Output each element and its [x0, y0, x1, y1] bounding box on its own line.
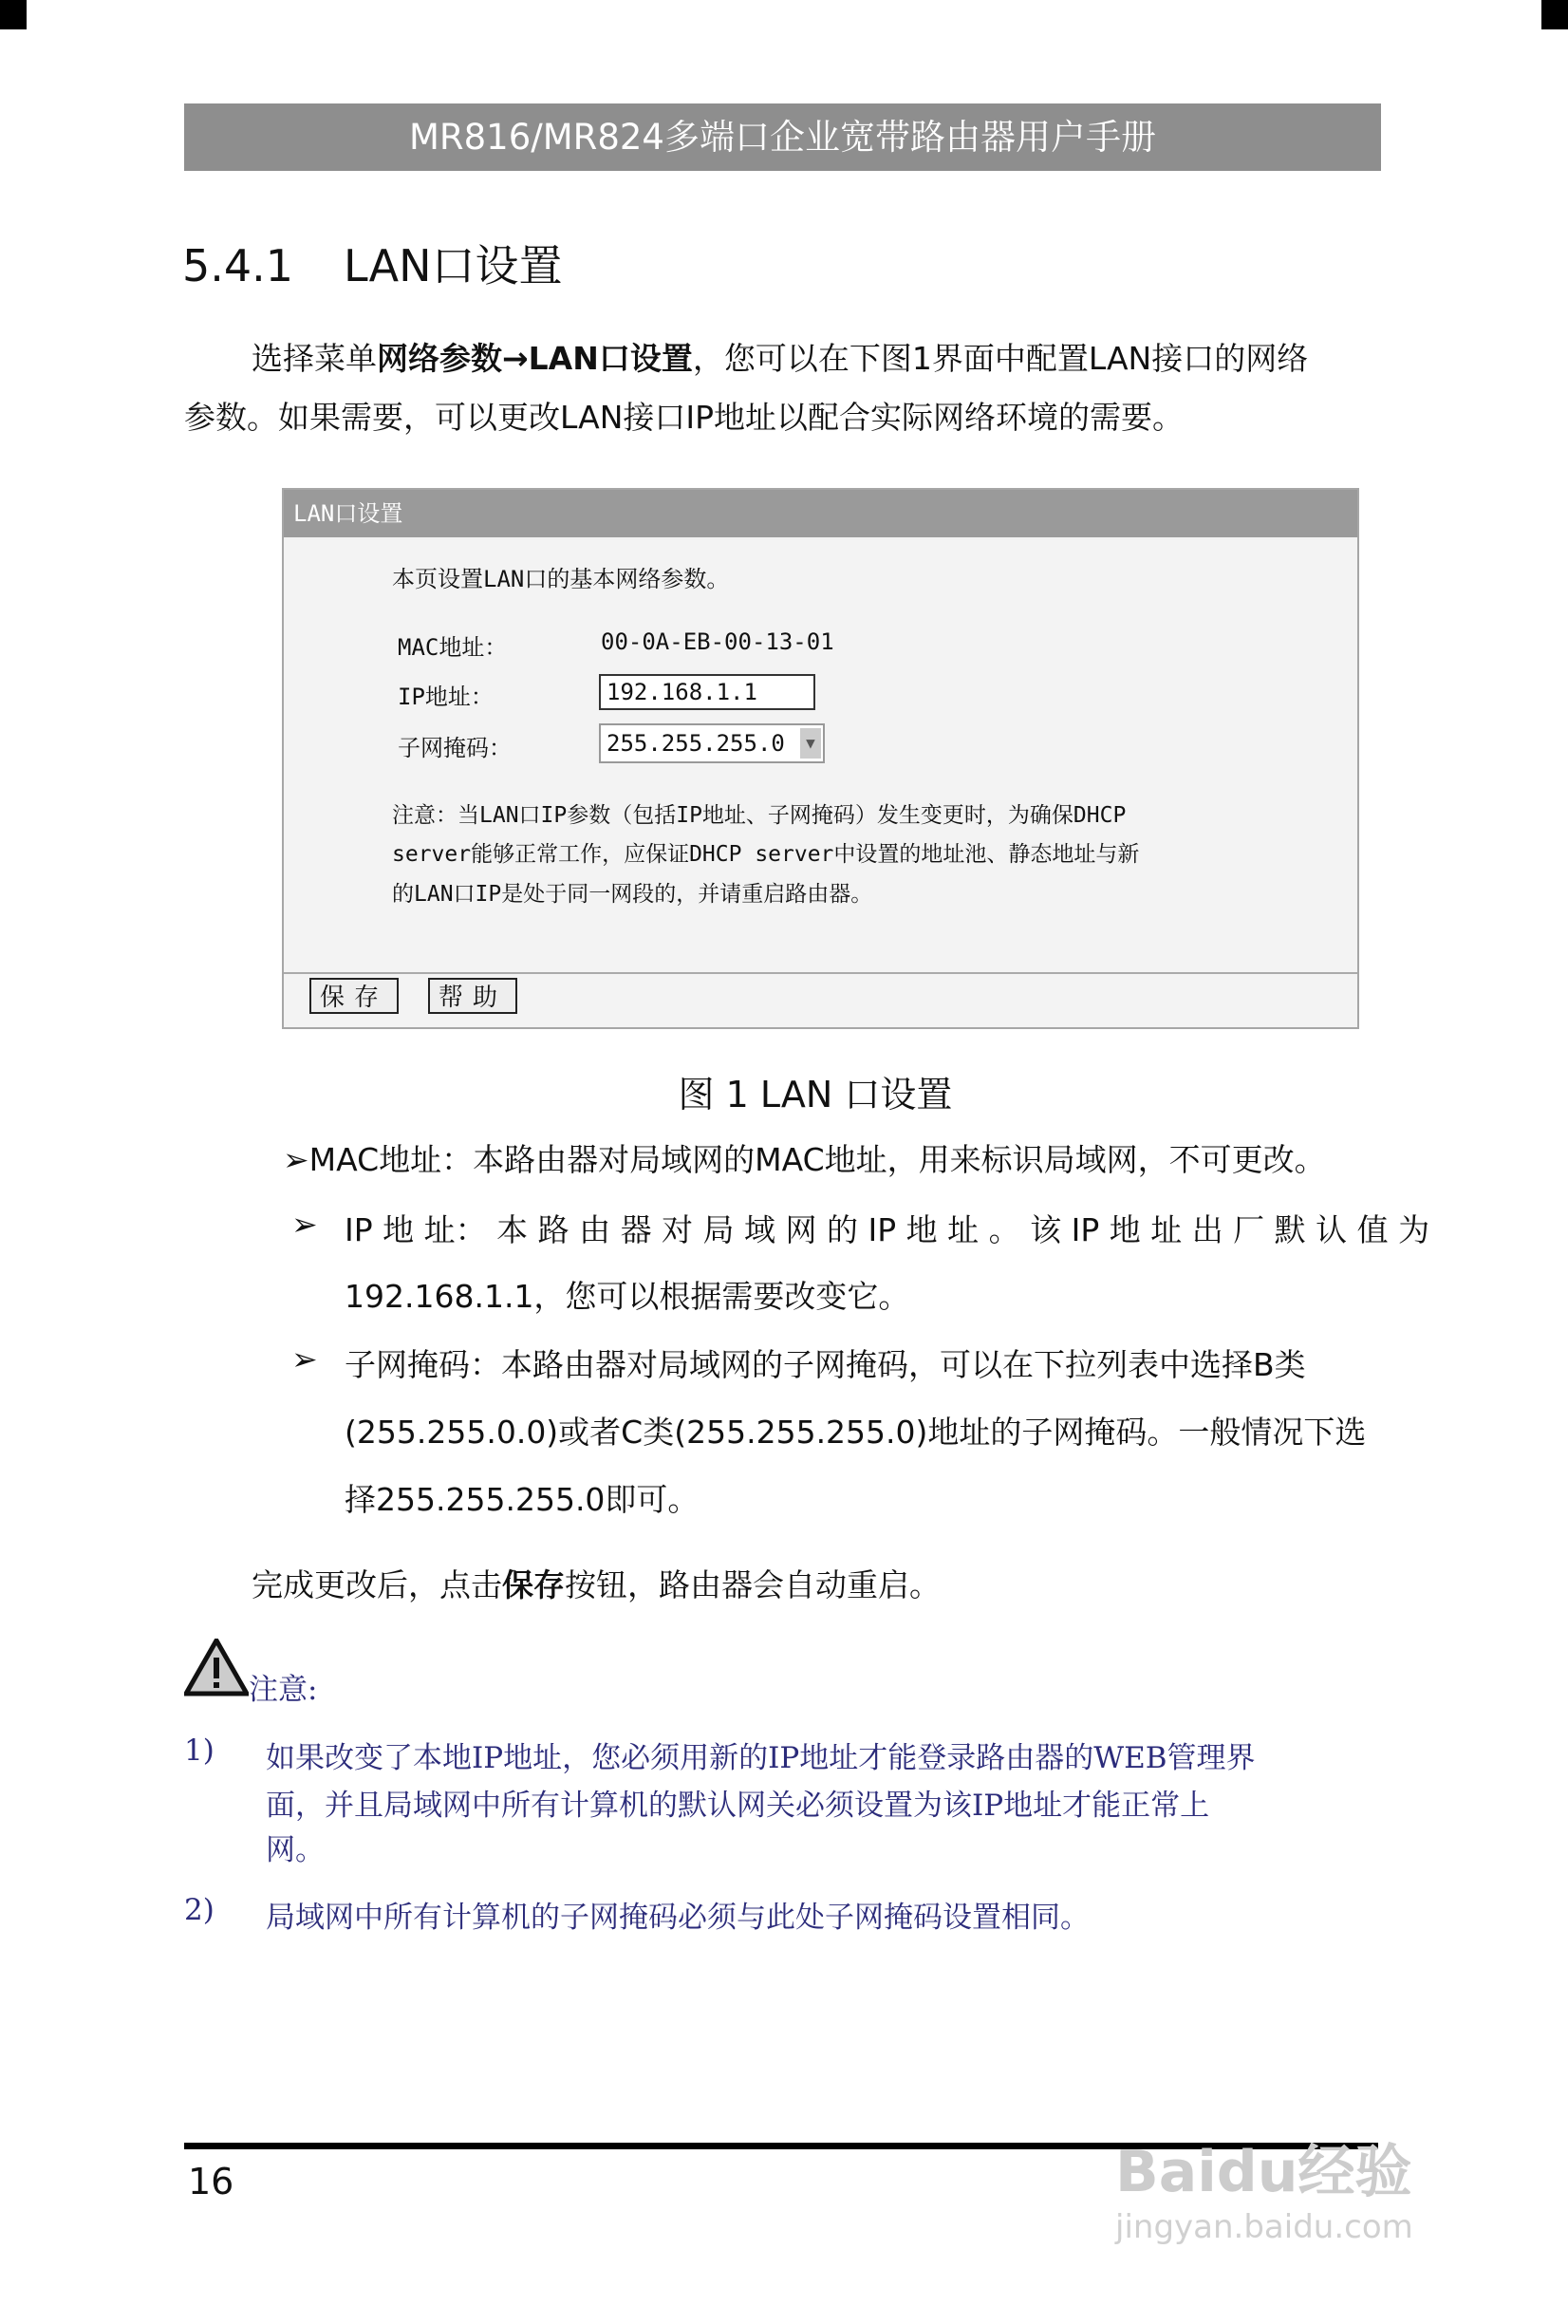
- warning-label: 注意:: [249, 1673, 318, 1707]
- warning-item-line: 网。: [266, 1833, 325, 1867]
- panel-title: LAN口设置: [284, 490, 1357, 537]
- ip-label: IP地址：: [398, 684, 494, 710]
- figure-caption: 图 1 LAN 口设置: [678, 1074, 953, 1115]
- note-line: server能够正常工作，应保证DHCP server中设置的地址池、静态地址与新: [392, 842, 1140, 867]
- warning-item-number: 1): [184, 1734, 215, 1768]
- section-heading: [182, 232, 563, 294]
- warning-icon: [184, 1639, 249, 1697]
- subnet-mask-select[interactable]: [599, 723, 825, 763]
- chevron-down-icon[interactable]: ▼: [800, 728, 821, 759]
- note-line: 的LAN口IP是处于同一网段的，并请重启路由器。: [392, 882, 873, 907]
- bullet-mac: ➢MAC地址：本路由器对局域网的MAC地址，用来标识局域网，不可更改。: [283, 1141, 1326, 1178]
- note-line: 注意：当LAN口IP参数（包括IP地址、子网掩码）发生变更时，为确保DHCP: [392, 803, 1127, 828]
- intro-line-2: 参数。如果需要，可以更改LAN接口IP地址以配合实际网络环境的需要。: [184, 399, 1185, 436]
- crop-mark: [0, 0, 27, 29]
- divider: [284, 972, 1357, 974]
- warning-item-line: 如果改变了本地IP地址，您必须用新的IP地址才能登录路由器的WEB管理界: [266, 1741, 1256, 1775]
- page-header: MR816/MR824多端口企业宽带路由器用户手册: [184, 103, 1381, 171]
- watermark-url: jingyan.baidu.com: [1115, 2208, 1413, 2246]
- warning-item-number: 2): [184, 1893, 215, 1927]
- mac-value: 00-0A-EB-00-13-01: [601, 628, 834, 655]
- mac-label: MAC地址：: [398, 634, 508, 661]
- bullet-ip: 192.168.1.1，您可以根据需要改变它。: [345, 1278, 910, 1315]
- menu-path: 网络参数→LAN口设置: [377, 340, 693, 377]
- section-number: 5.4.1: [182, 240, 294, 291]
- intro-line-1: 选择菜单网络参数→LAN口设置，您可以在下图1界面中配置LAN接口的网络: [252, 340, 1309, 377]
- page-number: 16: [188, 2161, 234, 2202]
- bullet-mask: 子网掩码：本路由器对局域网的子网掩码，可以在下拉列表中选择B类: [345, 1346, 1306, 1383]
- after-text: 完成更改后，点击保存按钮，路由器会自动重启。: [252, 1566, 941, 1603]
- help-button[interactable]: 帮助: [428, 978, 517, 1014]
- bullet-marker: ➢: [291, 1340, 318, 1378]
- bullet-ip: IP 地 址： 本 路 由 器 对 局 域 网 的 IP 地 址 。 该 IP 地 址 出 厂 默 认 值 为: [345, 1211, 1430, 1248]
- bullet-marker: ➢: [291, 1206, 318, 1243]
- bullet-mask: 择255.255.255.0即可。: [345, 1481, 700, 1518]
- crop-mark: [1541, 0, 1568, 29]
- save-button[interactable]: 保存: [309, 978, 399, 1014]
- lan-settings-screenshot: [282, 488, 1359, 1029]
- bullet-mask: (255.255.0.0)或者C类(255.255.255.0)地址的子网掩码。一般情况下选: [345, 1414, 1367, 1451]
- section-title: LAN口设置: [344, 240, 563, 291]
- watermark-logo: Baidu经验: [1115, 2139, 1412, 2205]
- warning-item-line: 局域网中所有计算机的子网掩码必须与此处子网掩码设置相同。: [266, 1901, 1090, 1935]
- subnet-mask-label: 子网掩码：: [398, 735, 512, 761]
- subnet-mask-value: 255.255.255.0: [607, 730, 785, 757]
- warning-item-line: 面，并且局域网中所有计算机的默认网关必须设置为该IP地址才能正常上: [266, 1789, 1210, 1823]
- ip-address-input[interactable]: 192.168.1.1: [599, 674, 815, 710]
- panel-description: 本页设置LAN口的基本网络参数。: [392, 566, 730, 592]
